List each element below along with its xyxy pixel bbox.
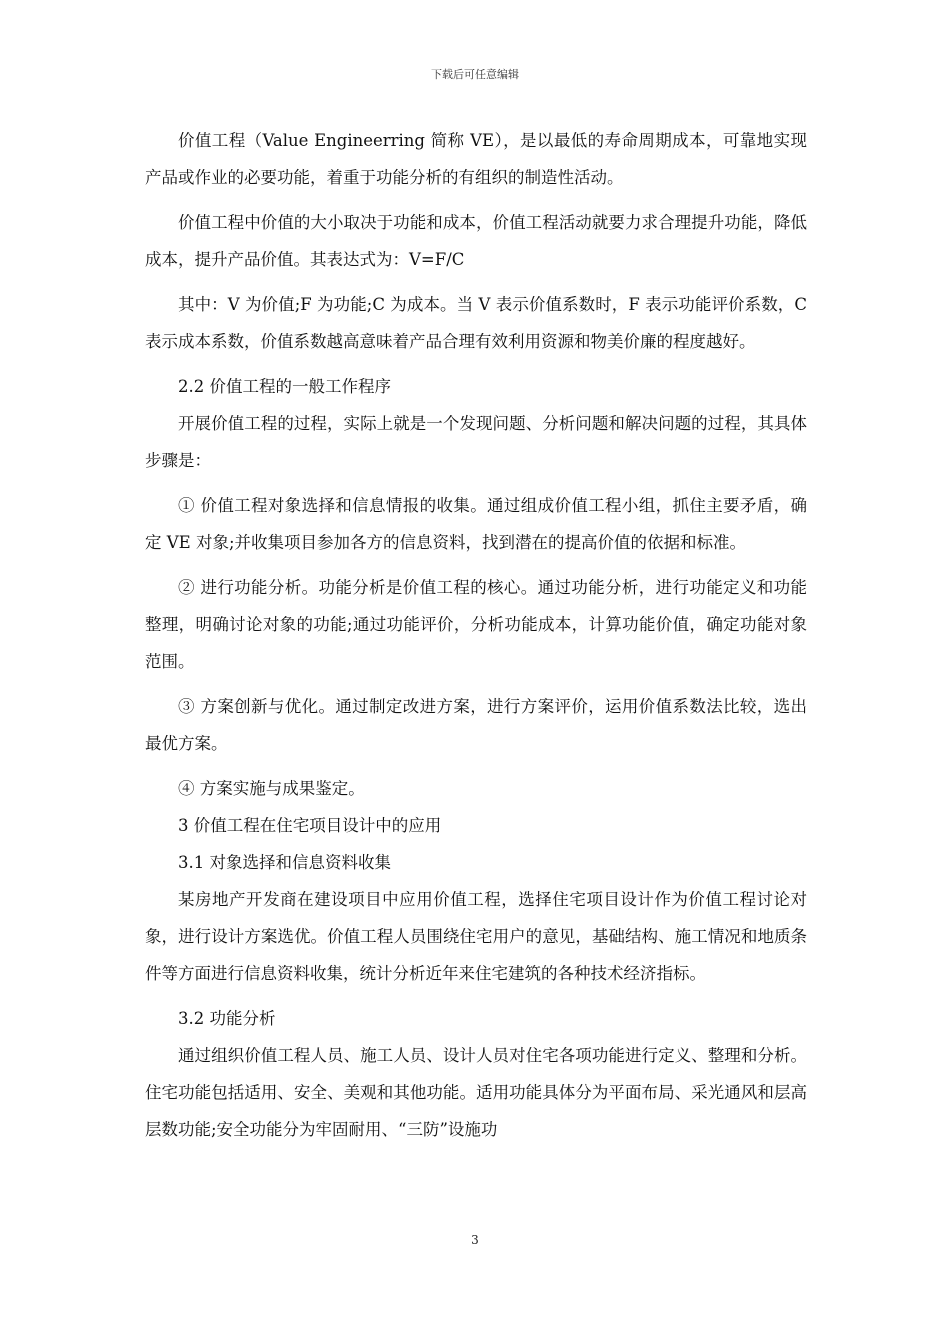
section-heading: 3.2 功能分析	[178, 1009, 276, 1028]
paragraph: 某房地产开发商在建设项目中应用价值工程，选择住宅项目设计作为价值工程讨论对象，进行设计方案选优。价值工程人员围绕住宅用户的意见，基础结构、施工情况和地质条件等方面进行信息资料收集，统计分析近年来住宅建筑的各种技术经济指标。	[145, 890, 807, 983]
section-heading: 3 价值工程在住宅项目设计中的应用	[178, 816, 442, 835]
paragraph: 通过组织价值工程人员、施工人员、设计人员对住宅各项功能进行定义、整理和分析。住宅功能包括适用、安全、美观和其他功能。适用功能具体分为平面布局、采光通风和层高层数功能;安全功能分为牢固耐用、“三防”设施功	[145, 1046, 807, 1139]
section-heading: 3.1 对象选择和信息资料收集	[178, 853, 391, 872]
page-header: 下载后可任意编辑	[431, 68, 519, 81]
list-item: ② 进行功能分析。功能分析是价值工程的核心。通过功能分析，进行功能定义和功能整理，明确讨论对象的功能;通过功能评价，分析功能成本，计算功能价值，确定功能对象范围。	[145, 578, 807, 671]
section-heading: 2.2 价值工程的一般工作程序	[178, 377, 391, 396]
list-item: ④ 方案实施与成果鉴定。	[178, 779, 365, 798]
paragraph: 开展价值工程的过程，实际上就是一个发现问题、分析问题和解决问题的过程，其具体步骤是：	[145, 414, 807, 470]
page-number: 3	[471, 1233, 479, 1247]
paragraph: 其中：V 为价值;F 为功能;C 为成本。当 V 表示价值系数时，F 表示功能评价系数，C 表示成本系数，价值系数越高意味着产品合理有效利用资源和物美价廉的程度越好。	[145, 295, 807, 351]
paragraph: 价值工程（Value Engineerring 简称 VE），是以最低的寿命周期成本，可靠地实现产品或作业的必要功能，着重于功能分析的有组织的制造性活动。	[145, 131, 807, 187]
document-body	[145, 122, 807, 1156]
list-item: ① 价值工程对象选择和信息情报的收集。通过组成价值工程小组，抓住主要矛盾，确定 VE 对象;并收集项目参加各方的信息资料，找到潜在的提高价值的依据和标准。	[145, 496, 807, 552]
paragraph: 价值工程中价值的大小取决于功能和成本，价值工程活动就要力求合理提升功能，降低成本，提升产品价值。其表达式为：V=F/C	[145, 213, 807, 269]
list-item: ③ 方案创新与优化。通过制定改进方案，进行方案评价，运用价值系数法比较，选出最优方案。	[145, 697, 807, 753]
